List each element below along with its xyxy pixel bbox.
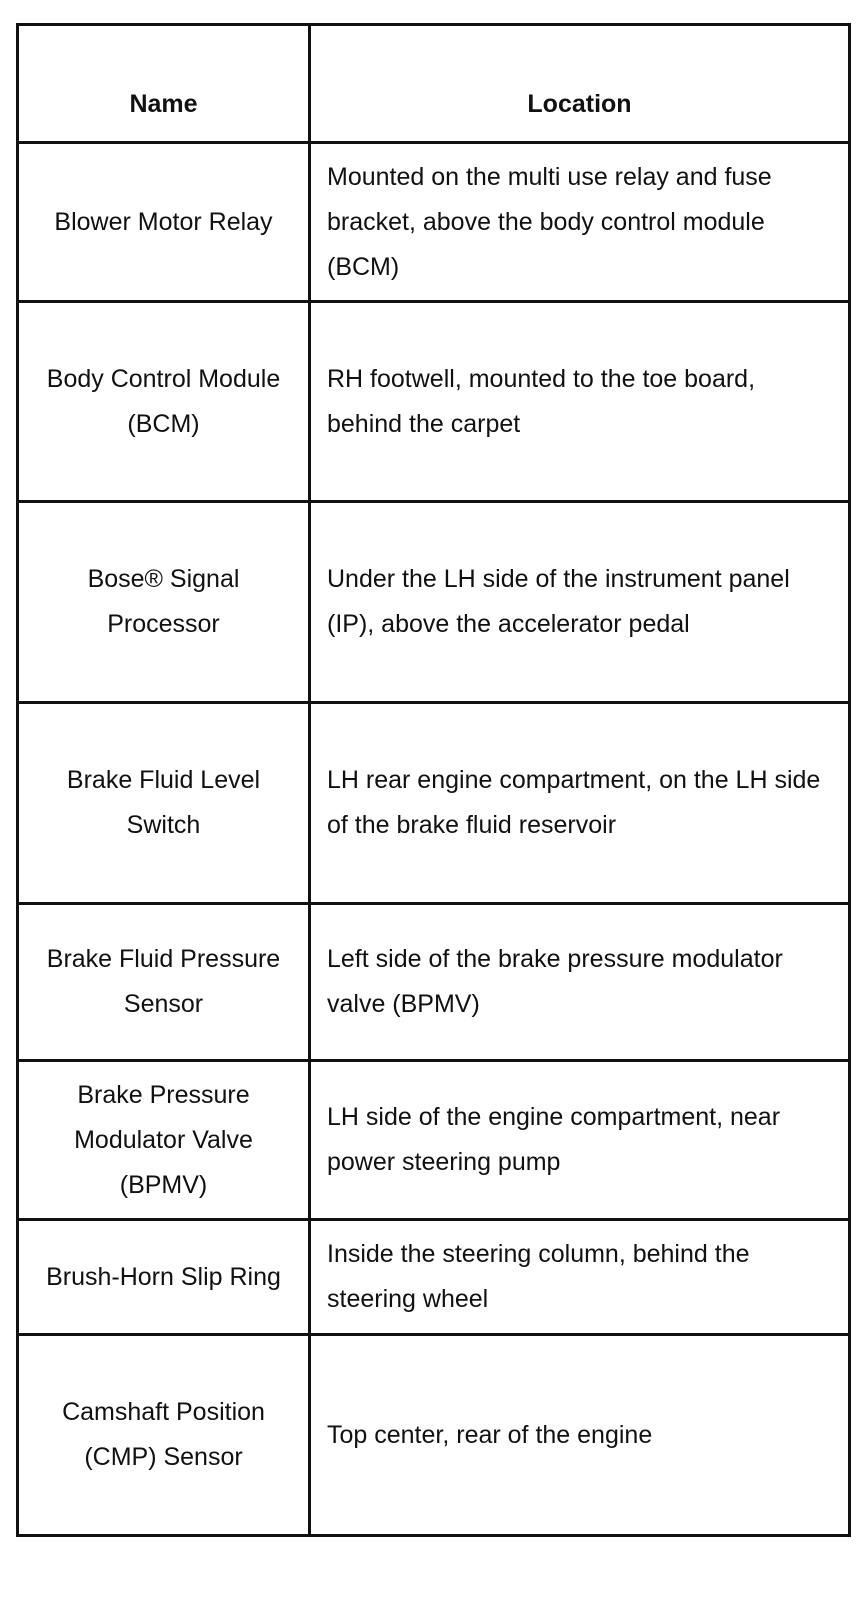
component-location-cell: Inside the steering column, behind the steering wheel (310, 1220, 850, 1335)
component-name-cell: Brush-Horn Slip Ring (18, 1220, 310, 1335)
table-row (18, 1220, 850, 1335)
component-location-cell: RH footwell, mounted to the toe board, behind the carpet (310, 302, 850, 502)
table-row (18, 302, 850, 502)
table-row (18, 1061, 850, 1220)
component-name-cell: Brake Fluid Level Switch (18, 703, 310, 904)
table-row (18, 143, 850, 302)
component-name-cell: Blower Motor Relay (18, 143, 310, 302)
table-row (18, 703, 850, 904)
component-location-cell: LH rear engine compartment, on the LH side of the brake fluid reservoir (310, 703, 850, 904)
component-name-cell: Camshaft Position (CMP) Sensor (18, 1335, 310, 1536)
name-column-header: Name (18, 25, 310, 143)
component-location-cell: Top center, rear of the engine (310, 1335, 850, 1536)
component-location-cell: Under the LH side of the instrument panel (IP), above the accelerator pedal (310, 502, 850, 703)
component-name-cell: Bose® Signal Processor (18, 502, 310, 703)
component-location-cell: Left side of the brake pressure modulator valve (BPMV) (310, 904, 850, 1061)
component-name-cell: Body Control Module (BCM) (18, 302, 310, 502)
component-location-table (16, 23, 851, 1537)
table-row (18, 1335, 850, 1536)
component-name-cell: Brake Fluid Pressure Sensor (18, 904, 310, 1061)
component-location-cell: Mounted on the multi use relay and fuse bracket, above the body control module (BCM) (310, 143, 850, 302)
component-location-cell: LH side of the engine compartment, near power steering pump (310, 1061, 850, 1220)
table-row (18, 502, 850, 703)
location-column-header: Location (310, 25, 850, 143)
component-name-cell: Brake Pressure Modulator Valve (BPMV) (18, 1061, 310, 1220)
table-row (18, 904, 850, 1061)
table-header-row (18, 25, 850, 143)
